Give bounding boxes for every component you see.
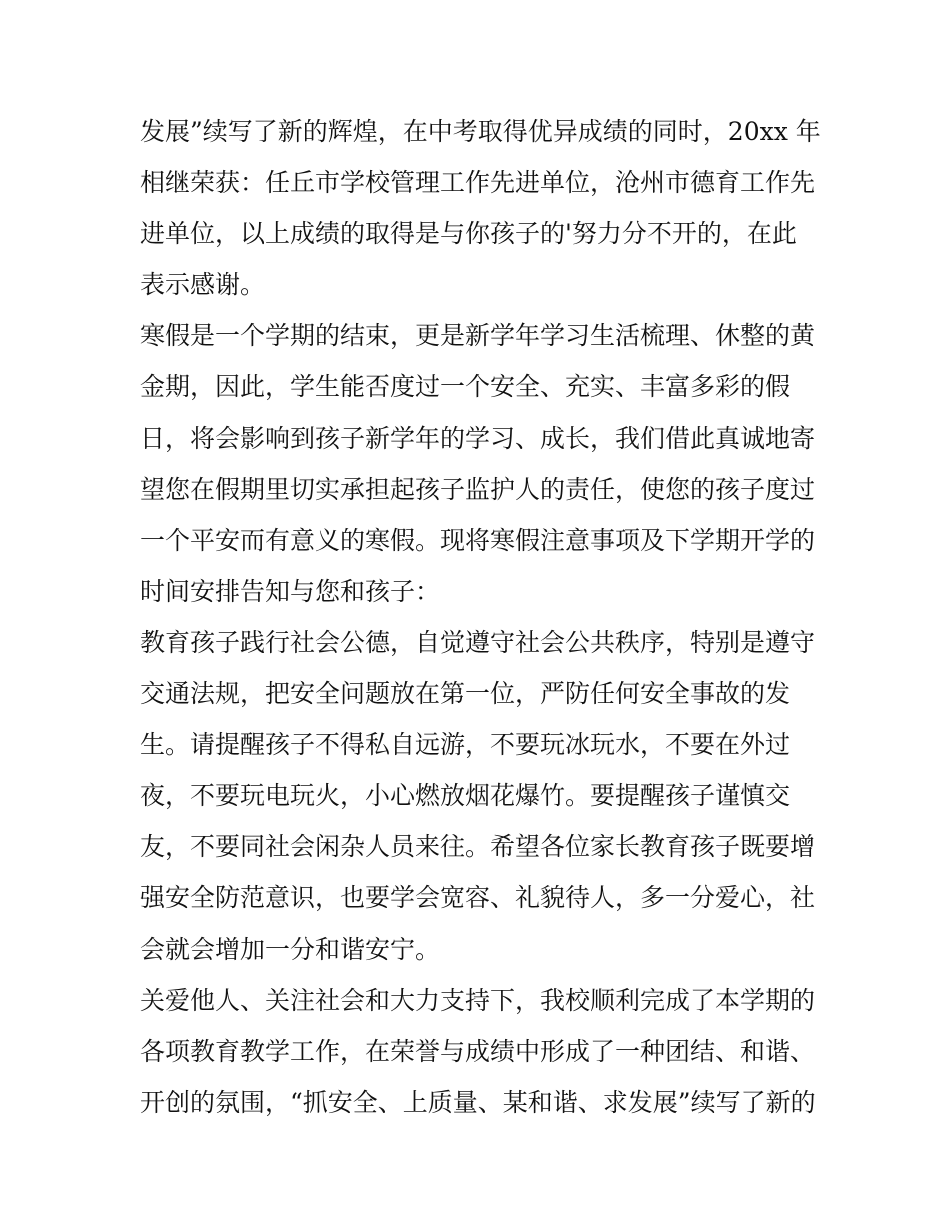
text-line: 友，不要同社会闲杂人员来往。希望各位家长教育孩子既要增 [140,832,816,862]
text-line: 相继荣获：任丘市学校管理工作先进单位，沧州市德育工作先 [140,168,816,198]
text-line: 夜，不要玩电玩火，小心燃放烟花爆竹。要提醒孩子谨慎交 [140,781,791,811]
text-line: 开创的氛围，“抓安全、上质量、某和谐、求发展”续写了新的 [140,1087,816,1117]
text-line: 各项教育教学工作，在荣誉与成绩中形成了一种团结、和谐、 [140,1036,816,1066]
text-line: 生。请提醒孩子不得私自远游，不要玩冰玩水，不要在外过 [140,730,791,760]
text-line: 会就会增加一分和谐安宁。 [140,934,441,964]
text-line: 关爱他人、关注社会和大力支持下，我校顺利完成了本学期的 [140,985,816,1015]
text-line: 日，将会影响到孩子新学年的学习、成长，我们借此真诚地寄 [140,423,816,453]
text-line: 金期，因此，学生能否度过一个安全、充实、丰富多彩的假 [140,372,791,402]
text-line: 发展”续写了新的辉煌，在中考取得优异成绩的同时，20xx 年 [140,117,821,146]
text-line: 寒假是一个学期的结束，更是新学年学习生活梳理、休整的黄 [140,321,816,351]
text-line: 进单位，以上成绩的取得是与你孩子的'努力分不开的，在此 [140,219,797,249]
text-line: 时间安排告知与您和孩子： [140,576,441,606]
text-line: 交通法规，把安全问题放在第一位，严防任何安全事故的发 [140,679,791,709]
text-line: 一个平安而有意义的寒假。现将寒假注意事项及下学期开学的 [140,525,816,555]
document-body [140,106,820,1128]
text-line: 强安全防范意识，也要学会宽容、礼貌待人，多一分爱心，社 [140,883,816,913]
text-line: 表示感谢。 [140,270,266,300]
text-line: 望您在假期里切实承担起孩子监护人的责任，使您的孩子度过 [140,474,816,504]
text-line: 教育孩子践行社会公德，自觉遵守社会公共秩序，特别是遵守 [140,627,816,657]
